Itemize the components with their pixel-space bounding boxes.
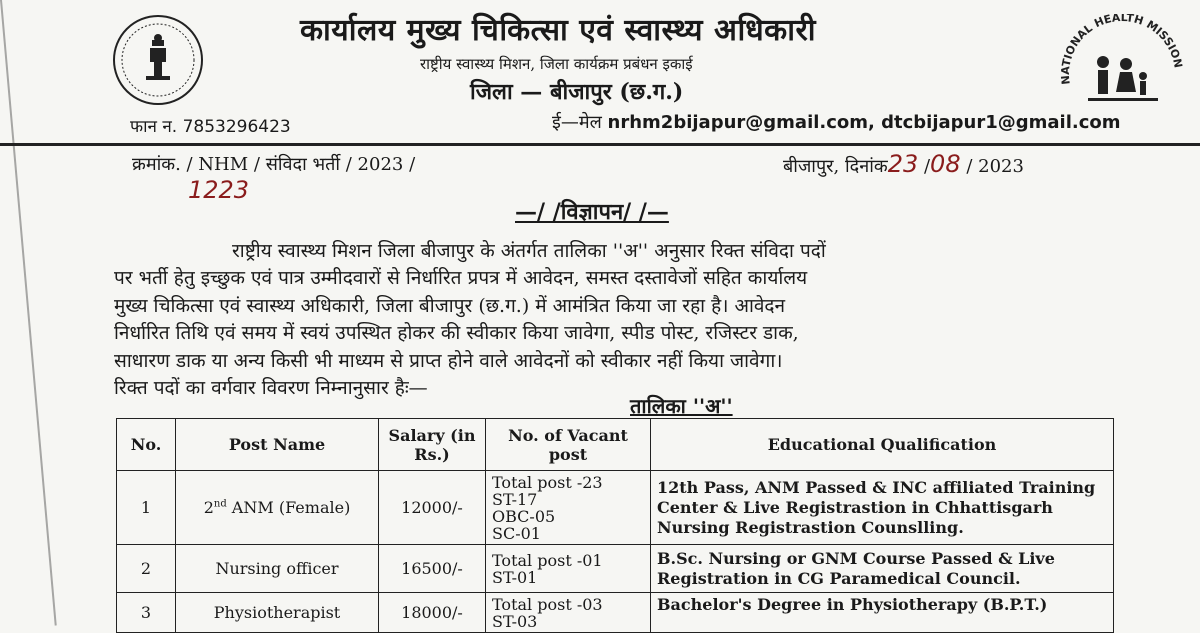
table-header-row [117, 419, 1114, 471]
row-salary: 12000/- [379, 471, 486, 545]
email-addresses: nrhm2bijapur@gmail.com, dtcbijapur1@gmail.com [607, 112, 1121, 133]
row-qualification: B.Sc. Nursing or GNM Course Passed & Live Registration in CG Paramedical Council. [651, 545, 1114, 593]
date-year: / 2023 [966, 156, 1024, 177]
state-emblem-seal-icon [112, 14, 204, 106]
row-vacant [486, 471, 651, 545]
row-no: 3 [117, 593, 176, 633]
row-no: 2 [117, 545, 176, 593]
email-line [552, 110, 1121, 134]
email-label: ई—मेल [552, 112, 602, 133]
vacant-line: ST-17 [492, 489, 538, 509]
paragraph-line: मुख्य चिकित्सा एवं स्वास्थ्य अधिकारी, जिला बीजापुर (छ.ग.) में आमंत्रित किया जा रहा है। आवेदन [114, 294, 786, 317]
row-qualification: 12th Pass, ANM Passed & INC affiliated Training Center & Live Registrastion in Chhattisgarh Nursing Registrastion Counslling. [651, 471, 1114, 545]
table-row [117, 545, 1114, 593]
vacant-line: ST-01 [492, 567, 538, 587]
row-qualification: Bachelor's Degree in Physiotherapy (B.P.T.) [651, 593, 1114, 633]
table-caption: तालिका ''अ'' [630, 394, 733, 418]
vacant-line: OBC-05 [492, 506, 556, 526]
row-post: Nursing officer [176, 545, 379, 593]
vacant-line: Total post -03 [492, 594, 603, 614]
row-vacant [486, 545, 651, 593]
date-month: 08 [930, 150, 961, 178]
paragraph-line: साधारण डाक या अन्य किसी भी माध्यम से प्राप्त होने वाले आवेदनों को स्वीकार नहीं किया जावेगा। [114, 349, 783, 372]
date-day: 23 [887, 150, 919, 178]
row-no: 1 [117, 471, 176, 545]
district-line: जिला — बीजापुर (छ.ग.) [470, 79, 684, 105]
date-prefix: बीजापुर, दिनांक [783, 156, 888, 177]
row-post: 2nd ANM (Female) [176, 471, 379, 545]
header-post-name: Post Name [176, 419, 379, 471]
vacant-line: Total post -01 [492, 550, 603, 570]
row-salary: 16500/- [379, 545, 486, 593]
nhm-logo-text: NATIONAL HEALTH MISSION [1058, 14, 1185, 86]
phone-number: फान न. 7853296423 [130, 117, 291, 137]
row-salary: 18000/- [379, 593, 486, 633]
header-salary: Salary (in Rs.) [379, 419, 486, 471]
header-vacant-posts: No. of Vacant post [486, 419, 651, 471]
table-row [117, 593, 1114, 633]
paragraph-line: रिक्त पदों का वर्गवार विवरण निम्नानुसार हैः— [114, 377, 428, 400]
notice-paragraph [114, 238, 1154, 402]
header-qualification: Educational Qualification [651, 419, 1114, 471]
page-edge-shadow [0, 0, 57, 626]
vacant-line: Total post -23 [492, 472, 603, 492]
row-vacant [486, 593, 651, 633]
vacant-line: ST-03 [492, 611, 538, 631]
office-title: कार्यालय मुख्य चिकित्सा एवं स्वास्थ्य अधिकारी [300, 13, 817, 48]
reference-number: क्रमांक. / NHM / संविदा भर्ती / 2023 / [132, 154, 416, 175]
header-divider [0, 143, 1200, 146]
table-row [117, 471, 1114, 545]
reference-handwritten-number: 1223 [188, 176, 250, 204]
row-post: Physiotherapist [176, 593, 379, 633]
notice-heading: —/ /विज्ञापन/ /— [515, 199, 669, 225]
header-no: No. [117, 419, 176, 471]
paragraph-line: राष्ट्रीय स्वास्थ्य मिशन जिला बीजापुर के अंतर्गत तालिका ''अ'' अनुसार रिक्त संविदा पदों [232, 240, 826, 262]
vacant-line: SC-01 [492, 523, 541, 543]
paragraph-line: निर्धारित तिथि एवं समय में स्वयं उपस्थित होकर की स्वीकार किया जावेगा, स्पीड पोस्ट, रजिस्टर डाक, [114, 322, 799, 345]
vacancy-table [116, 418, 1114, 633]
paragraph-line: पर भर्ती हेतु इच्छुक एवं पात्र उम्मीदवारों से निर्धारित प्रपत्र में आवेदन, समस्त दस्तावेजों सहित कार्यालय [114, 267, 808, 290]
date-line: बीजापुर, दिनांक23 /08 / 2023 [783, 150, 1024, 178]
mission-line: राष्ट्रीय स्वास्थ्य मिशन, जिला कार्यक्रम प्रबंधन इकाई [420, 55, 693, 73]
